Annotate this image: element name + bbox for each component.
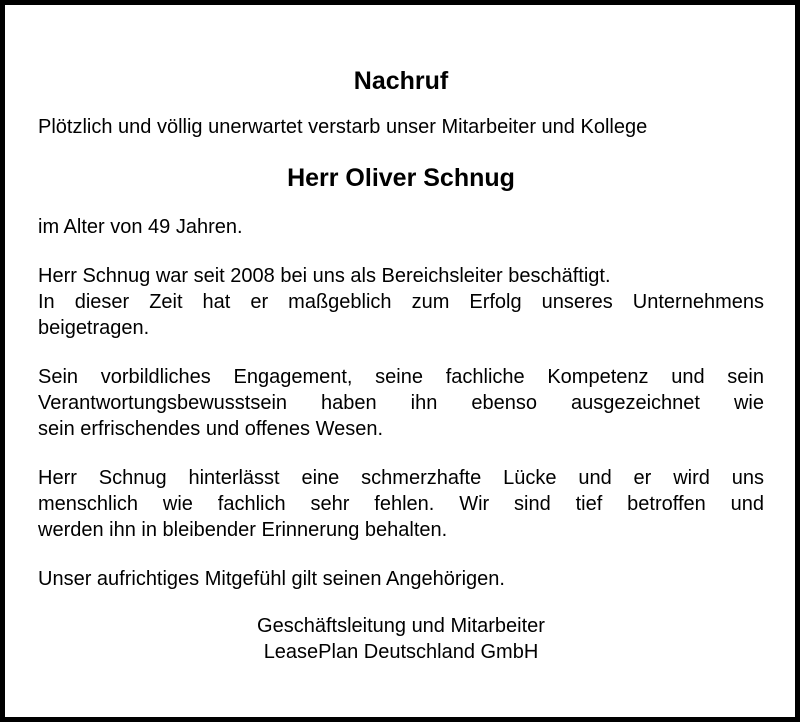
paragraph-line: Herr Schnug hinterlässt eine schmerzhafte Lücke und er wird uns	[38, 467, 764, 489]
paragraph-line: menschlich wie fachlich sehr fehlen. Wir sind tief betroffen und	[38, 493, 764, 515]
paragraph-line: beigetragen.	[38, 317, 150, 339]
paragraph-career	[38, 263, 764, 341]
paragraph-line: Herr Schnug war seit 2008 bei uns als Bereichsleiter beschäftigt.	[38, 265, 611, 287]
notice-title: Nachruf	[353, 67, 449, 95]
signature-line-2: LeasePlan Deutschland GmbH	[263, 641, 539, 663]
condolence-text: Unser aufrichtiges Mitgefühl gilt seinen Angehörigen.	[38, 568, 505, 590]
signature-line-1: Geschäftsleitung und Mitarbeiter	[257, 615, 545, 637]
deceased-name: Herr Oliver Schnug	[287, 164, 515, 192]
age-line: im Alter von 49 Jahren.	[38, 216, 243, 238]
paragraph-loss	[38, 465, 764, 543]
paragraph-line: In dieser Zeit hat er maßgeblich zum Erfolg unseres Unternehmens	[38, 291, 764, 313]
paragraph-line: Verantwortungsbewusstsein haben ihn ebenso ausgezeichnet wie	[38, 392, 764, 414]
paragraph-line: werden ihn in bleibender Erinnerung behalten.	[38, 519, 448, 541]
intro-text: Plötzlich und völlig unerwartet verstarb unser Mitarbeiter und Kollege	[38, 116, 648, 138]
paragraph-line: Sein vorbildliches Engagement, seine fachliche Kompetenz und sein	[38, 366, 764, 388]
signature-block	[38, 613, 764, 665]
paragraph-character	[38, 364, 764, 442]
paragraph-line: sein erfrischendes und offenes Wesen.	[38, 418, 384, 440]
